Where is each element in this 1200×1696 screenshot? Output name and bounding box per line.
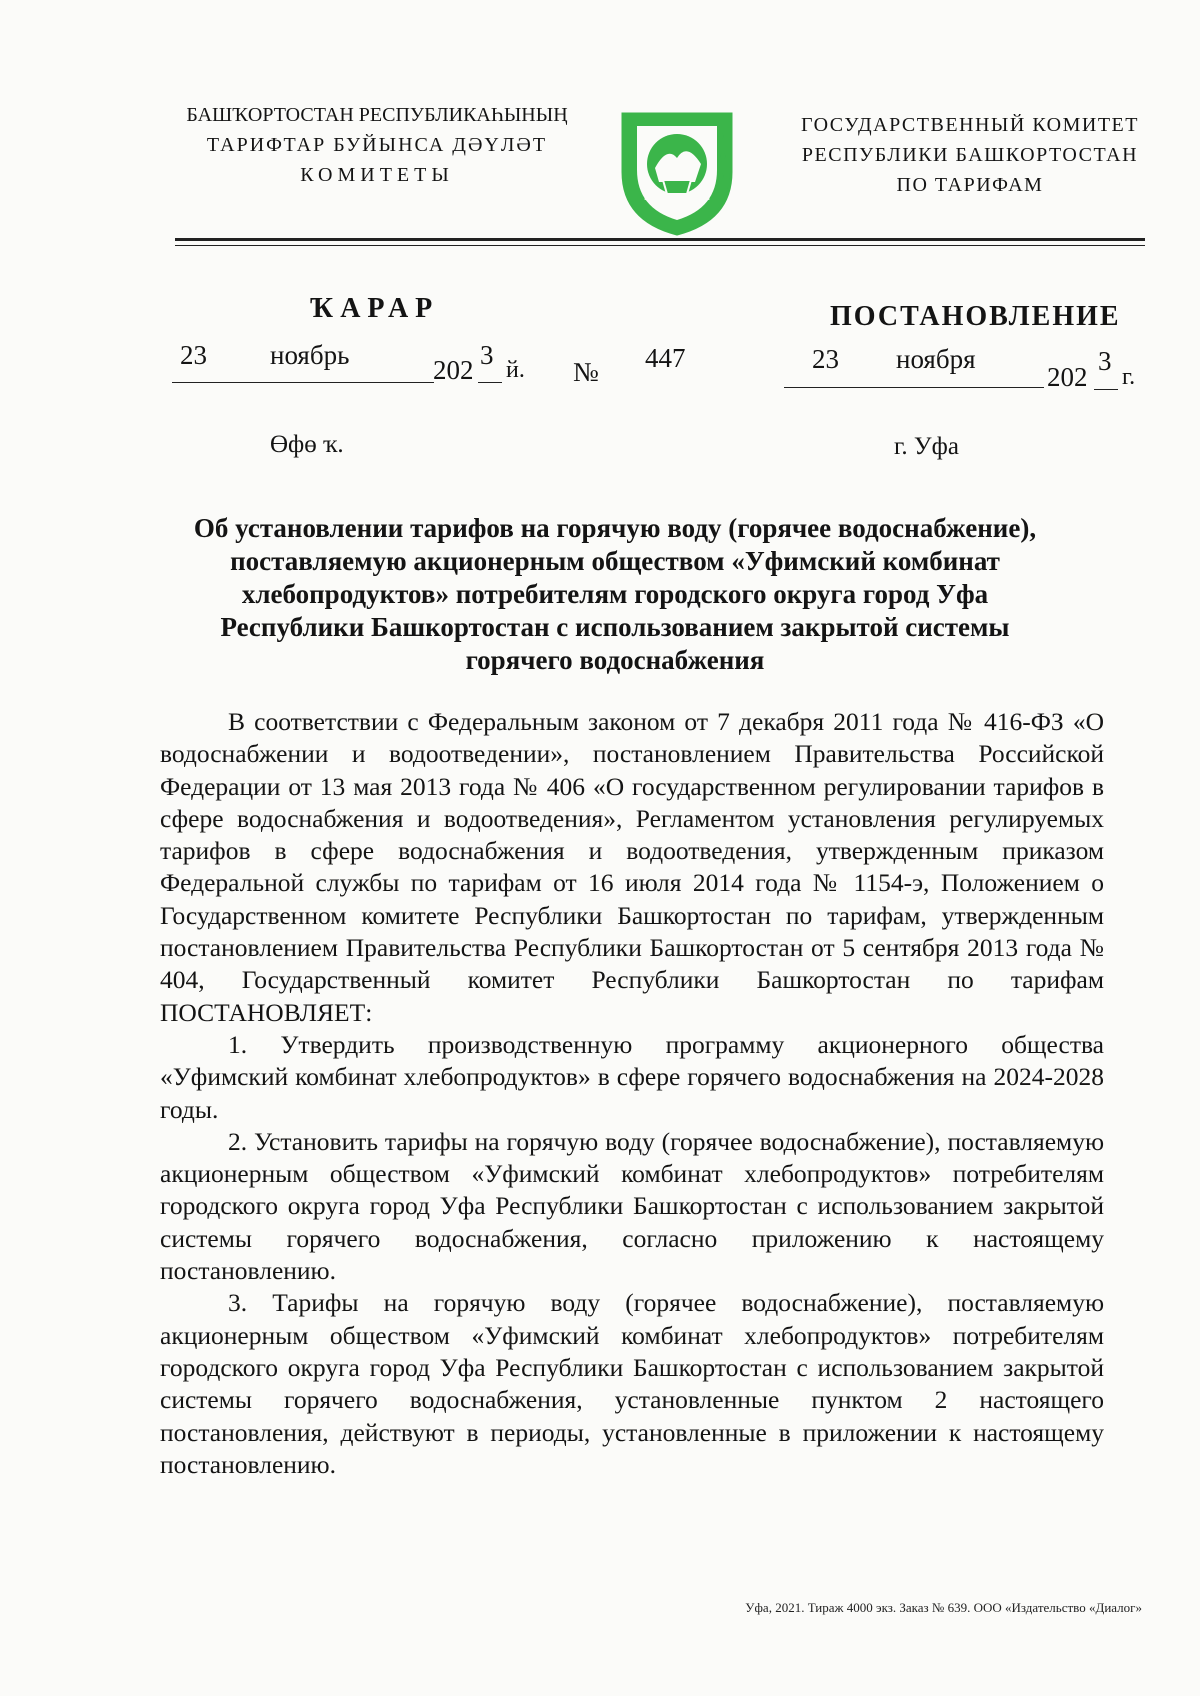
date-month-russian: ноября <box>896 344 976 374</box>
document-body <box>160 706 1104 1481</box>
header-divider <box>175 245 1145 246</box>
date-underline <box>478 382 502 383</box>
date-year-suffix: 3 <box>480 340 494 370</box>
date-day-bashkir: 23 <box>180 340 207 370</box>
title-line: Об установлении тарифов на горячую воду (горячее водоснабжение), <box>193 513 1037 543</box>
date-underline <box>1094 389 1118 390</box>
body-paragraph: В соответствии с Федеральным законом от 7 декабря 2011 года № 416-ФЗ «О водоснабжении и водоотведении», постановлением Правительства Российской Федерации от 13 мая 2013 года № 406 «О государственном регулировании тарифов в сфере водоснабжения и водоотведения», Регламентом установления регулируемых тарифов в сфере водоснабжения и водоотведения, утвержденным приказом Федеральной службы по тарифам от 16 июля 2014 года № 1154-э, Положением о Государственном комитете Республики Башкортостан по тарифам, утвержденным постановлением Правительства Республики Башкортостан от 5 сентября 2013 года № 404, Государственный комитет Республики Башкортостан по тарифам ПОСТАНОВЛЯЕТ: <box>160 707 1104 1027</box>
header-russian-line: ПО ТАРИФАМ <box>896 174 1044 196</box>
document-title <box>160 512 1070 677</box>
print-imprint: Уфа, 2021. Тираж 4000 экз. Заказ № 639. ООО «Издательство «Диалог» <box>745 1600 1142 1615</box>
number-sign: № <box>573 357 599 387</box>
header-russian <box>780 110 1160 200</box>
date-underline <box>784 387 1044 388</box>
coat-of-arms-icon <box>615 102 739 238</box>
title-line: горячего водоснабжения <box>465 645 765 675</box>
date-year-prefix: 202 <box>1047 362 1088 392</box>
body-paragraph: 1. Утвердить производственную программу акционерного общества «Уфимский комбинат хлебопродуктов» в сфере горячего водоснабжения на 2024-2028 годы. <box>160 1029 1104 1124</box>
document-number: 447 <box>645 343 686 373</box>
date-month-bashkir: ноябрь <box>270 340 350 370</box>
header-russian-line: РЕСПУБЛИКИ БАШКОРТОСТАН <box>801 144 1139 166</box>
header-bashkir <box>172 100 582 190</box>
date-year-mark: й. <box>506 357 525 383</box>
date-year-suffix: 3 <box>1098 346 1112 376</box>
body-paragraph: 2. Установить тарифы на горячую воду (горячее водоснабжение), поставляемую акционерным обществом «Уфимский комбинат хлебопродуктов» потребителям городского округа город Уфа Республики Башкортостан с использованием закрытой системы горячего водоснабжения, согласно приложению к настоящему постановлению. <box>160 1126 1104 1286</box>
date-underline <box>172 382 434 383</box>
date-day-russian: 23 <box>812 344 839 374</box>
doc-type-bashkir: ҠАРАР <box>310 293 440 324</box>
body-paragraph: 3. Тарифы на горячую воду (горячее водоснабжение), поставляемую акционерным обществом «Уфимский комбинат хлебопродуктов» потребителям городского округа город Уфа Республики Башкортостан с использованием закрытой системы горячего водоснабжения, установленные пунктом 2 настоящего постановления, действуют в периоды, установленные в приложении к настоящему постановлению. <box>160 1288 1104 1479</box>
header-bashkir-line: КОМИТЕТЫ <box>300 164 454 186</box>
title-line: поставляемую акционерным обществом «Уфимский комбинат <box>230 546 1000 576</box>
header-divider <box>175 238 1145 241</box>
header-bashkir-line: ТАРИФТАР БУЙЫНСА ДӘҮЛӘТ <box>206 134 548 156</box>
header-bashkir-line: БАШҠОРТОСТАН РЕСПУБЛИКАҺЫНЫҢ <box>186 104 568 126</box>
doc-type-russian: ПОСТАНОВЛЕНИЕ <box>830 301 1121 332</box>
title-line: хлебопродуктов» потребителям городского округа город Уфа <box>241 579 989 609</box>
date-year-prefix: 202 <box>433 355 474 385</box>
city-bashkir: Өфө ҡ. <box>270 431 344 458</box>
title-line: Республики Башкортостан с использованием закрытой системы <box>220 612 1010 642</box>
city-russian: г. Уфа <box>894 433 959 460</box>
header-russian-line: ГОСУДАРСТВЕННЫЙ КОМИТЕТ <box>801 114 1139 136</box>
date-year-mark: г. <box>1122 364 1136 390</box>
